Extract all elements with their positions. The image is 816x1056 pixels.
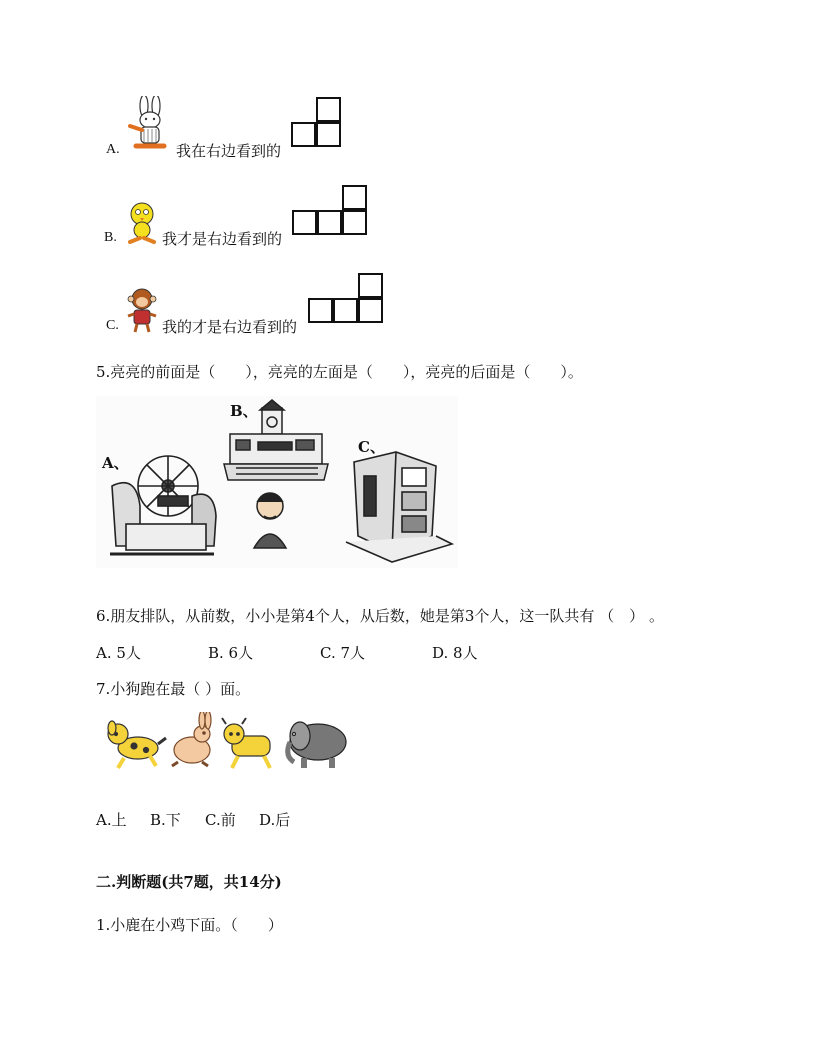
label-a: A、 — [102, 454, 129, 472]
q5-scene — [96, 396, 458, 568]
block-view-b — [292, 185, 368, 240]
question-5-text: 5.亮亮的前面是（ ），亮亮的左面是（ ），亮亮的后面是（ ）。 — [96, 363, 583, 381]
option-letter: C. — [106, 318, 119, 333]
question-6-text: 6.朋友排队，从前数，小小是第4个人，从后数，她是第3个人，这一队共有 （ ） 。 — [96, 607, 664, 625]
section-2-title: 二.判断题(共7题，共14分) — [96, 873, 282, 891]
amusement-park-icon — [110, 456, 216, 554]
monkey-icon — [122, 286, 162, 334]
rabbit-icon — [172, 712, 211, 766]
option-text: 我的才是右边看到的 — [162, 318, 298, 336]
section-2-question-1: 1.小鹿在小鸡下面。（ ） — [96, 916, 283, 934]
option-text: 我才是右边看到的 — [162, 230, 283, 248]
q6-option-d: D. 8人 — [432, 644, 478, 662]
scene-illustration — [96, 396, 458, 568]
q7-option-d: D.后 — [259, 811, 291, 829]
q6-option-a: A. 5人 — [96, 644, 141, 662]
label-b: B、 — [230, 402, 258, 420]
label-c: C、 — [358, 438, 385, 456]
q7-option-a: A.上 — [96, 811, 127, 829]
q7-option-c: C.前 — [205, 811, 236, 829]
tall-building-icon — [346, 452, 452, 562]
q6-option-b: B. 6人 — [208, 644, 254, 662]
boy-icon — [254, 493, 286, 548]
bird-icon — [122, 200, 162, 246]
block-view-a — [291, 97, 343, 152]
cow-icon — [222, 718, 270, 768]
station-building-icon — [224, 400, 328, 480]
option-letter: B. — [104, 230, 117, 245]
q7-option-b: B.下 — [150, 811, 181, 829]
elephant-icon — [288, 722, 346, 768]
rabbit-icon — [124, 96, 176, 152]
question-7-text: 7.小狗跑在最（ ）面。 — [96, 680, 251, 698]
block-view-c — [308, 273, 384, 328]
q6-option-c: C. 7人 — [320, 644, 366, 662]
animal-line — [104, 712, 356, 772]
option-text: 我在右边看到的 — [176, 142, 282, 160]
option-letter: A. — [106, 142, 120, 157]
dog-icon — [108, 721, 166, 768]
